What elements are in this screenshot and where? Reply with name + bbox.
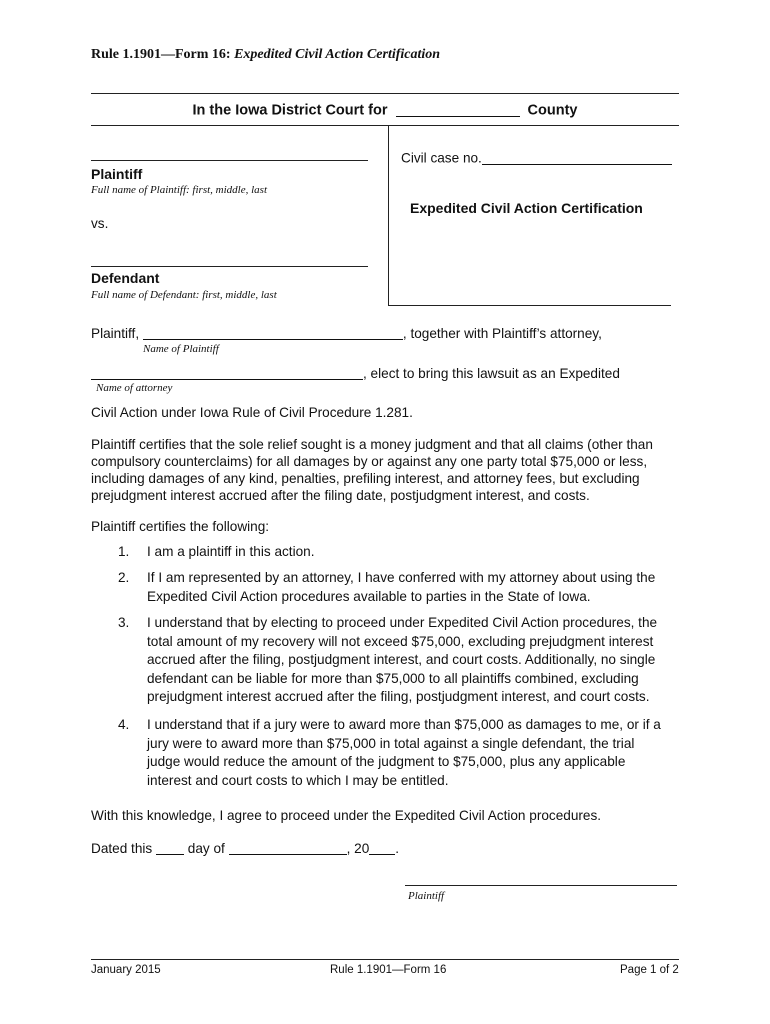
plaintiff-suffix: , together with Plaintiff’s attorney, xyxy=(402,326,602,341)
item-line: jury were to award more than $75,000 in total against a single defendant, the trial xyxy=(147,735,635,751)
court-prefix: In the Iowa District Court for xyxy=(192,102,388,119)
item-line: If I am represented by an attorney, I have conferred with my attorney about using the xyxy=(147,570,656,585)
year-blank[interactable] xyxy=(369,840,395,855)
court-suffix: County xyxy=(527,102,578,119)
item-number: 2. xyxy=(118,570,130,585)
court-top-rule xyxy=(91,93,679,94)
item-line: Expedited Civil Action procedures available to parties in the State of Iowa. xyxy=(147,588,591,604)
rule-prefix: Rule 1.1901—Form 16: xyxy=(91,47,231,62)
item-number: 3. xyxy=(118,615,130,630)
plaintiff-prefix: Plaintiff, xyxy=(91,326,140,341)
footer-date: January 2015 xyxy=(91,964,161,976)
item-line: defendant can be liable for more than $75,000 to all plaintiffs combined, excluding xyxy=(147,670,639,686)
footer-form: Rule 1.1901—Form 16 xyxy=(330,964,447,976)
dated-period: . xyxy=(395,841,400,856)
name-of-attorney-caption: Name of attorney xyxy=(96,382,173,394)
rule-title: Expedited Civil Action Certification xyxy=(234,47,441,62)
defendant-hint: Full name of Defendant: first, middle, last xyxy=(91,289,277,301)
vs-label: vs. xyxy=(91,216,109,231)
rule-line: Civil Action under Iowa Rule of Civil Procedure 1.281. xyxy=(91,405,413,420)
attorney-election-line xyxy=(91,365,620,382)
form-header xyxy=(91,47,440,63)
item-line: I am a plaintiff in this action. xyxy=(147,544,315,559)
dated-line xyxy=(91,840,399,857)
signature-line[interactable] xyxy=(405,885,677,886)
plaintiff-name-line[interactable] xyxy=(91,160,368,161)
court-heading xyxy=(0,101,770,119)
caption-bottom-rule xyxy=(388,305,671,306)
paragraph-line: prejudgment interest accrued after the filing date, postjudgment interest, and costs. xyxy=(91,488,590,503)
plaintiff-election-line xyxy=(91,325,602,342)
item-line: I understand that by electing to proceed under Expedited Civil Action procedures, the xyxy=(147,615,658,630)
case-number-blank[interactable] xyxy=(482,150,672,165)
paragraph-line: Plaintiff certifies that the sole relief sought is a money judgment and that all claims (other than xyxy=(91,437,653,452)
plaintiff-hint: Full name of Plaintiff: first, middle, last xyxy=(91,184,267,196)
item-number: 1. xyxy=(118,544,130,559)
court-bottom-rule xyxy=(91,125,679,126)
year-prefix: , 20 xyxy=(346,841,370,856)
certifies-following: Plaintiff certifies the following: xyxy=(91,519,270,534)
plaintiff-name-blank[interactable] xyxy=(143,325,403,340)
item-line: interest and court costs to which I may be entitled. xyxy=(147,772,449,788)
name-of-plaintiff-caption: Name of Plaintiff xyxy=(143,343,219,355)
case-number-label: Civil case no. xyxy=(401,150,482,166)
agreement-line: With this knowledge, I agree to proceed under the Expedited Civil Action procedures. xyxy=(91,808,602,823)
day-of-label: day of xyxy=(187,841,225,856)
dated-prefix: Dated this xyxy=(91,841,153,856)
item-line: judge would reduce the amount of the judgment to $75,000, plus any applicable xyxy=(147,754,626,769)
item-line: prejudgment interest accrued after the filing, postjudgment interest, and court costs. xyxy=(147,689,650,704)
case-number-row xyxy=(401,150,672,166)
signature-label: Plaintiff xyxy=(408,890,445,902)
form-title: Expedited Civil Action Certification xyxy=(410,200,643,216)
defendant-label: Defendant xyxy=(91,270,160,286)
item-line: accrued after the filing, postjudgment interest, and court costs. Additionally, no single xyxy=(147,652,656,667)
item-line: I understand that if a jury were to award more than $75,000 as damages to me, or if a xyxy=(147,717,661,732)
defendant-name-line[interactable] xyxy=(91,266,368,267)
day-blank[interactable] xyxy=(156,840,184,855)
attorney-suffix: , elect to bring this lawsuit as an Expedited xyxy=(363,366,620,381)
plaintiff-label: Plaintiff xyxy=(91,166,143,182)
attorney-name-blank[interactable] xyxy=(91,365,363,380)
item-line: total amount of my recovery will not exceed $75,000, excluding prejudgment interest xyxy=(147,633,654,649)
certification-paragraph xyxy=(91,436,691,504)
footer-page: Page 1 of 2 xyxy=(620,964,679,976)
month-blank[interactable] xyxy=(229,840,347,855)
item-number: 4. xyxy=(118,717,130,732)
footer-rule xyxy=(91,959,679,960)
caption-divider xyxy=(388,125,389,305)
paragraph-line: compulsory counterclaims) for all damages by or against any one party total $75,000 or less, xyxy=(91,454,648,469)
paragraph-line: including damages of any kind, penalties, prefiling interest, and attorney fees, but excluding xyxy=(91,471,640,486)
county-blank[interactable] xyxy=(396,101,520,117)
